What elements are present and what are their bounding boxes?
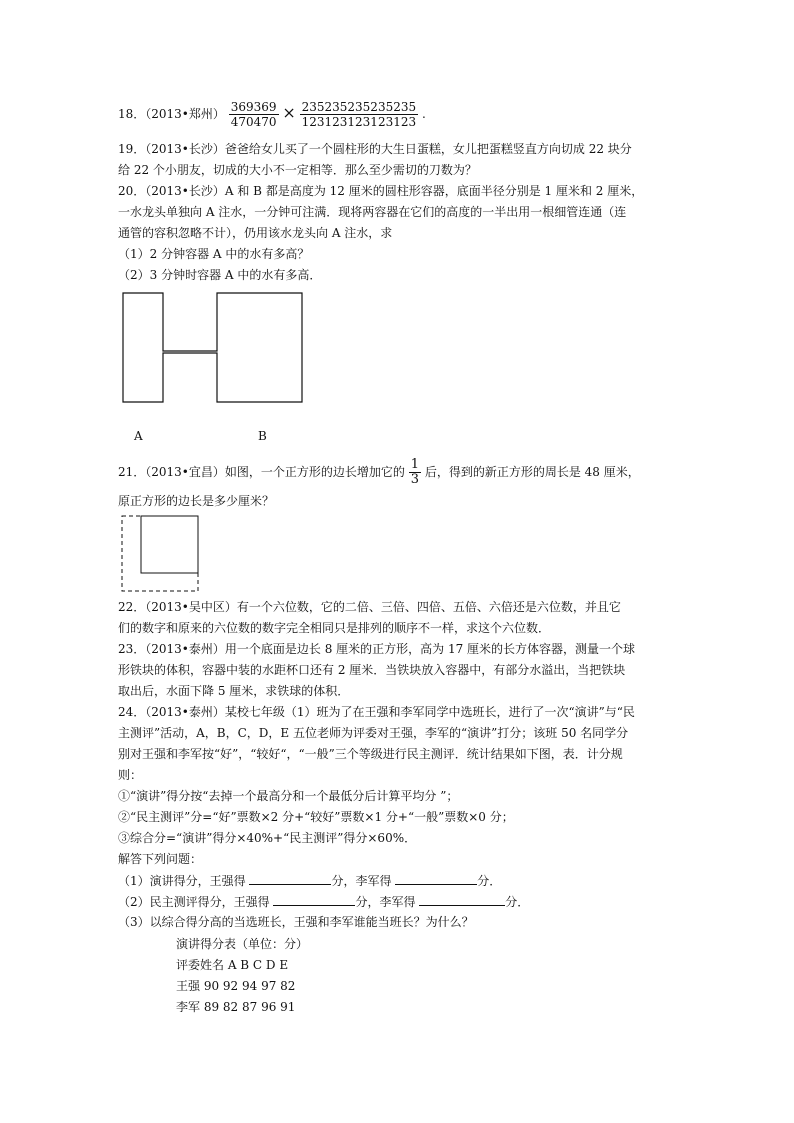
q24-a2-middle: 分，李军得 [355, 895, 420, 909]
q24-a2-end: 分． [505, 895, 530, 909]
q24-line-2: 主测评”活动，A，B，C，D，E 五位老师为评委对王强，李军的“演讲”打分；该班 50 名同学分 [118, 726, 629, 740]
q24-a1-end: 分． [477, 874, 502, 888]
answer-blank-lijun-vote[interactable] [419, 893, 505, 906]
q24-line-1: 24．（2013•泰州）某校七年级（1）班为了在王强和李军同学中选班长，进行了一次“演讲”与“民 [118, 705, 635, 719]
answer-blank-lijun-speech[interactable] [395, 872, 477, 885]
q24-answer-1 [118, 872, 501, 889]
q24-rule-3: ③综合分=“演讲”得分×40%+“民主测评”得分×60%． [118, 831, 417, 845]
score-table-header: 评委姓名 A B C D E [176, 958, 289, 972]
q21-squares-diagram [121, 515, 201, 595]
q20-line-3: 通管的容积忽略不计），仍用该水龙头向 A 注水，求 [118, 226, 393, 240]
q20-line-1: 20．（2013•长沙）A 和 B 都是高度为 12 厘米的圆柱形容器，底面半径分别是 1 厘米和 2 厘米， [118, 184, 644, 198]
q24-line-3: 别对王强和李军按“好”，“较好“，“一般”三个等级进行民主测评．统计结果如下图，表．计分规 [118, 747, 623, 761]
q20-containers-diagram [120, 290, 310, 410]
q24-rule-1: ①“演讲”得分按“去掉一个最高分和一个最低分后计算平均分 ”； [118, 789, 459, 803]
q18-suffix: . [421, 107, 426, 121]
q21-line-1 [118, 458, 640, 487]
q24-answer-3: （3）以综合得分高的当选班长，王强和李军谁能当班长？为什么？ [118, 915, 474, 929]
q18-times: × [282, 103, 296, 122]
q18-fraction-2 [300, 100, 419, 129]
q18-line [118, 100, 426, 129]
q21-fraction [409, 458, 421, 487]
answer-blank-wangqiang-speech[interactable] [249, 872, 331, 885]
q21-frac-denominator: 3 [410, 472, 419, 487]
label-container-b: B [258, 429, 267, 443]
q24-line-4: 则： [118, 768, 143, 782]
q21-prefix: 21．（2013•宜昌）如图，一个正方形的边长增加它的 [118, 465, 405, 479]
q24-answer-2 [118, 893, 529, 910]
container-a-and-pipe-outline [123, 293, 302, 402]
q18-frac2-numerator: 235235235235235 [301, 100, 417, 114]
q24-answer-intro: 解答下列问题： [118, 852, 203, 866]
q20-line-2: 一水龙头单独向 A 注水，一分钟可注满．现将两容器在它们的高度的一半出用一根细管连通（连 [118, 205, 627, 219]
q24-a1-prefix: （1）演讲得分，王强得 [118, 874, 250, 888]
q21-frac-numerator: 1 [410, 457, 419, 472]
label-container-a: A [134, 429, 143, 443]
q18-frac1-denominator: 470470 [230, 115, 277, 129]
q18-prefix: 18．（2013•郑州） [118, 107, 225, 121]
q23-line-1: 23．（2013•泰州）用一个底面是边长 8 厘米的正方形，高为 17 厘米的长方体容器，测量一个球 [118, 642, 636, 656]
q18-frac2-denominator: 123123123123123 [301, 115, 417, 129]
q23-line-2: 形铁块的体积，容器中装的水距杯口还有 2 厘米．当铁块放入容器中，有部分水溢出，当把铁块 [118, 663, 626, 677]
q24-a1-middle: 分，李军得 [331, 874, 396, 888]
q19-line-1: 19．（2013•长沙）爸爸给女儿买了一个圆柱形的大生日蛋糕，女儿把蛋糕竖直方向切成 22 块分 [118, 142, 632, 156]
q22-line-2: 们的数字和原来的六位数的数字完全相同只是排列的顺序不一样，求这个六位数． [118, 621, 551, 635]
q22-line-1: 22．（2013•吴中区）有一个六位数，它的二倍、三倍、四倍、五倍、六倍还是六位数，并且它 [118, 600, 621, 614]
q19-line-2: 给 22 个小朋友，切成的大小不一定相等．那么至少需切的刀数为？ [118, 163, 477, 177]
score-table-title: 演讲得分表（单位：分） [176, 937, 309, 951]
q18-fraction-1 [229, 100, 279, 129]
q18-frac1-numerator: 369369 [230, 100, 277, 114]
score-table-row-lijun: 李军 89 82 87 96 91 [176, 1000, 296, 1014]
new-square-dashed [122, 516, 198, 591]
q24-rule-2: ②“民主测评”分=“好”票数×2 分+“较好”票数×1 分+“一般”票数×0 分； [118, 810, 514, 824]
q23-line-3: 取出后，水面下降 5 厘米，求铁球的体积． [118, 684, 350, 698]
q21-line-2: 原正方形的边长是多少厘米？ [118, 494, 275, 508]
score-table-row-wangqiang: 王强 90 92 94 97 82 [176, 979, 296, 993]
q20-sub-2: （2）3 分钟时容器 A 中的水有多高． [118, 268, 322, 282]
q20-sub-1: （1）2 分钟容器 A 中的水有多高？ [118, 247, 310, 261]
answer-blank-wangqiang-vote[interactable] [273, 893, 355, 906]
q24-a2-prefix: （2）民主测评得分，王强得 [118, 895, 274, 909]
original-square [141, 516, 198, 573]
q21-suffix: 后，得到的新正方形的周长是 48 厘米， [424, 465, 640, 479]
